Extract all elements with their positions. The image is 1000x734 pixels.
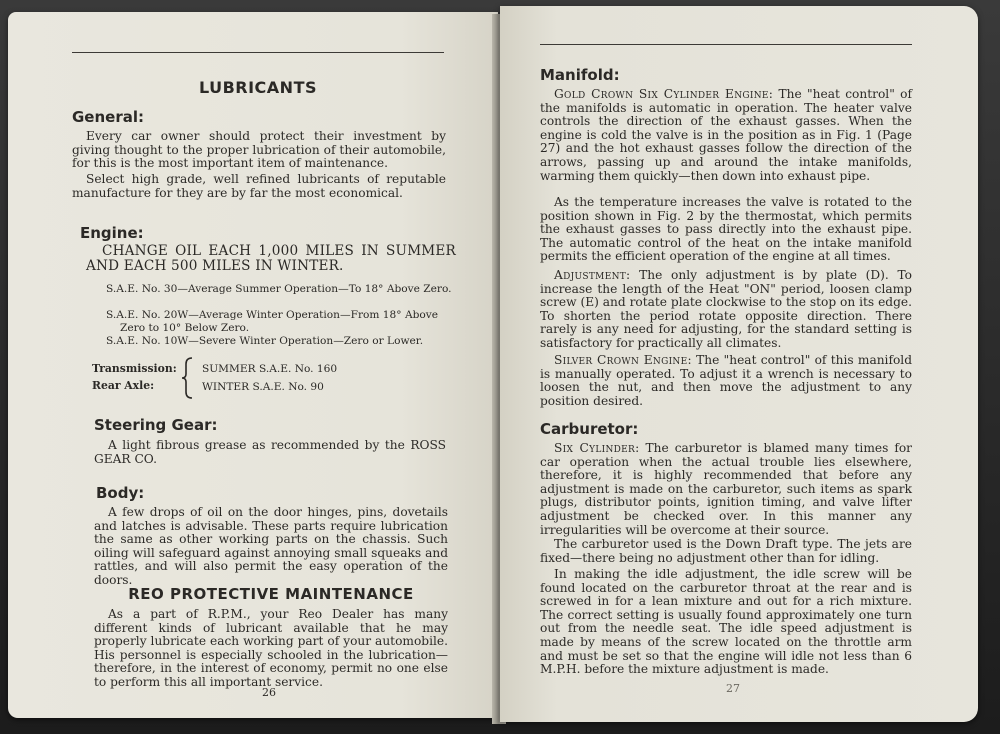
six-cylinder-text: The carburetor is blamed many times for car operation when the actual trouble lies elsewhere, therefore, it is highly recommended that before any adjustment is made on the carburetor, such items as spark plugs, distributor points, ignition timing, and valve lifter adjustment be checked over. In this manner any irregularities will be overcome at their source. xyxy=(540,441,913,537)
sae-30-spec: S.A.E. No. 30—Average Summer Operation—To 18° Above Zero. xyxy=(106,283,452,295)
sae-20w-spec: S.A.E. No. 20W—Average Winter Operation—From 18° Above Zero to 10° Below Zero. xyxy=(106,309,439,334)
gold-crown-text: The "heat control" of the manifolds is automatic in operation. The heater valve controls the direction of the exhaust gasses. When the engine is cold the valve is in the position as in Fig. 1 (Page 27) and the hot exhaust gasses follow the direction of the arrows, passing up and around the intake manifolds, warming them quickly—then down into exhaust pipe. xyxy=(540,87,912,183)
right-page xyxy=(500,6,978,722)
carburetor-paragraph-3: In making the idle adjustment, the idle screw will be found located on the carburetor throat at the rear and is screwed in for a lean mixture and out for a rich mixture. The correct setting is usually found approximately one turn out from the needle seat. The idle speed adjustment is made by means of the screw located on the throttle arm and must be set so that the engine will idle not less than 6 M.P.H. before the mixture adjustment is made. xyxy=(540,567,912,677)
brace-icon xyxy=(180,356,194,400)
carburetor-heading: Carburetor: xyxy=(540,420,639,438)
gold-crown-label: Gold Crown Six Cylinder Engine: xyxy=(554,87,774,101)
steering-gear-heading: Steering Gear: xyxy=(94,416,218,434)
top-rule-right xyxy=(540,44,912,45)
transmission-label: Transmission: xyxy=(92,362,177,375)
adjustment-paragraph xyxy=(540,269,912,351)
general-heading: General: xyxy=(72,108,144,126)
body-heading: Body: xyxy=(96,484,145,502)
adjustment-label: Adjustment: xyxy=(554,268,631,282)
page-title: LUBRICANTS xyxy=(198,78,318,97)
manifold-paragraph-2: As the temperature increases the valve is rotated to the position shown in Fig. 2 by the thermostat, which permits the exhaust gasses to pass directly into the exhaust pipe. The automatic control of the heat on the intake manifold permits the efficient operation of the engine at all times. xyxy=(540,195,912,264)
silver-crown-paragraph xyxy=(540,354,912,408)
six-cylinder-paragraph xyxy=(540,442,912,537)
change-oil-notice: CHANGE OIL EACH 1,000 MILES IN SUMMER AND EACH 500 MILES IN WINTER. xyxy=(86,243,456,274)
rear-axle-label: Rear Axle: xyxy=(92,379,155,392)
carburetor-paragraph-2: The carburetor used is the Down Draft type. The jets are fixed—there being no adjustment other than for idling. xyxy=(540,537,912,565)
page-number-right: 27 xyxy=(726,682,740,695)
six-cylinder-label: Six Cylinder: xyxy=(554,441,640,455)
rpm-text: As a part of R.P.M., your Reo Dealer has many different kinds of lubricant available that he may properly lubricate each working part of your automobile. His personnel is especially schooled in the lubrication—therefore, in the interest of economy, permit no one else to perform this all important service. xyxy=(94,607,448,689)
general-paragraph-2: Select high grade, well refined lubricants of reputable manufacture for they are by far the most economical. xyxy=(72,172,446,200)
adjustment-text: The only adjustment is by plate (D). To increase the length of the Heat "ON" period, loosen clamp screw (E) and rotate plate clockwise to the stop on its edge. To shorten the period rotate opposite direction. There rarely is any need for adjusting, for the standard setting is satisfactory for practically all climates. xyxy=(540,268,913,350)
top-rule xyxy=(72,52,444,53)
silver-crown-text: The "heat control" of this manifold is manually operated. To adjust it a wrench is necessary to loosen the nut, and then move the adjustment to any position desired. xyxy=(540,353,912,408)
sae-10w-spec: S.A.E. No. 10W—Severe Winter Operation—Zero or Lower. xyxy=(106,335,424,347)
steering-gear-text: A light fibrous grease as recommended by the ROSS GEAR CO. xyxy=(94,438,446,466)
manifold-heading: Manifold: xyxy=(540,66,620,84)
engine-heading: Engine: xyxy=(80,224,144,242)
left-page xyxy=(8,12,498,718)
body-text: A few drops of oil on the door hinges, pins, dovetails and latches is advisable. These parts require lubrication the same as other working parts on the chassis. Such oiling will safeguard against annoying small squeaks and rattles, and will also permit the easy operation of the doors. xyxy=(94,505,448,587)
silver-crown-label: Silver Crown Engine: xyxy=(554,353,692,367)
general-paragraph-1: Every car owner should protect their investment by giving thought to the proper lubrication of their automobile, for this is the most important item of maintenance. xyxy=(72,129,446,171)
summer-spec: SUMMER S.A.E. No. 160 xyxy=(202,363,338,375)
page-number-left: 26 xyxy=(262,686,276,699)
winter-spec: WINTER S.A.E. No. 90 xyxy=(202,381,324,393)
rpm-heading: REO PROTECTIVE MAINTENANCE xyxy=(128,585,414,603)
gold-crown-paragraph xyxy=(540,88,912,183)
